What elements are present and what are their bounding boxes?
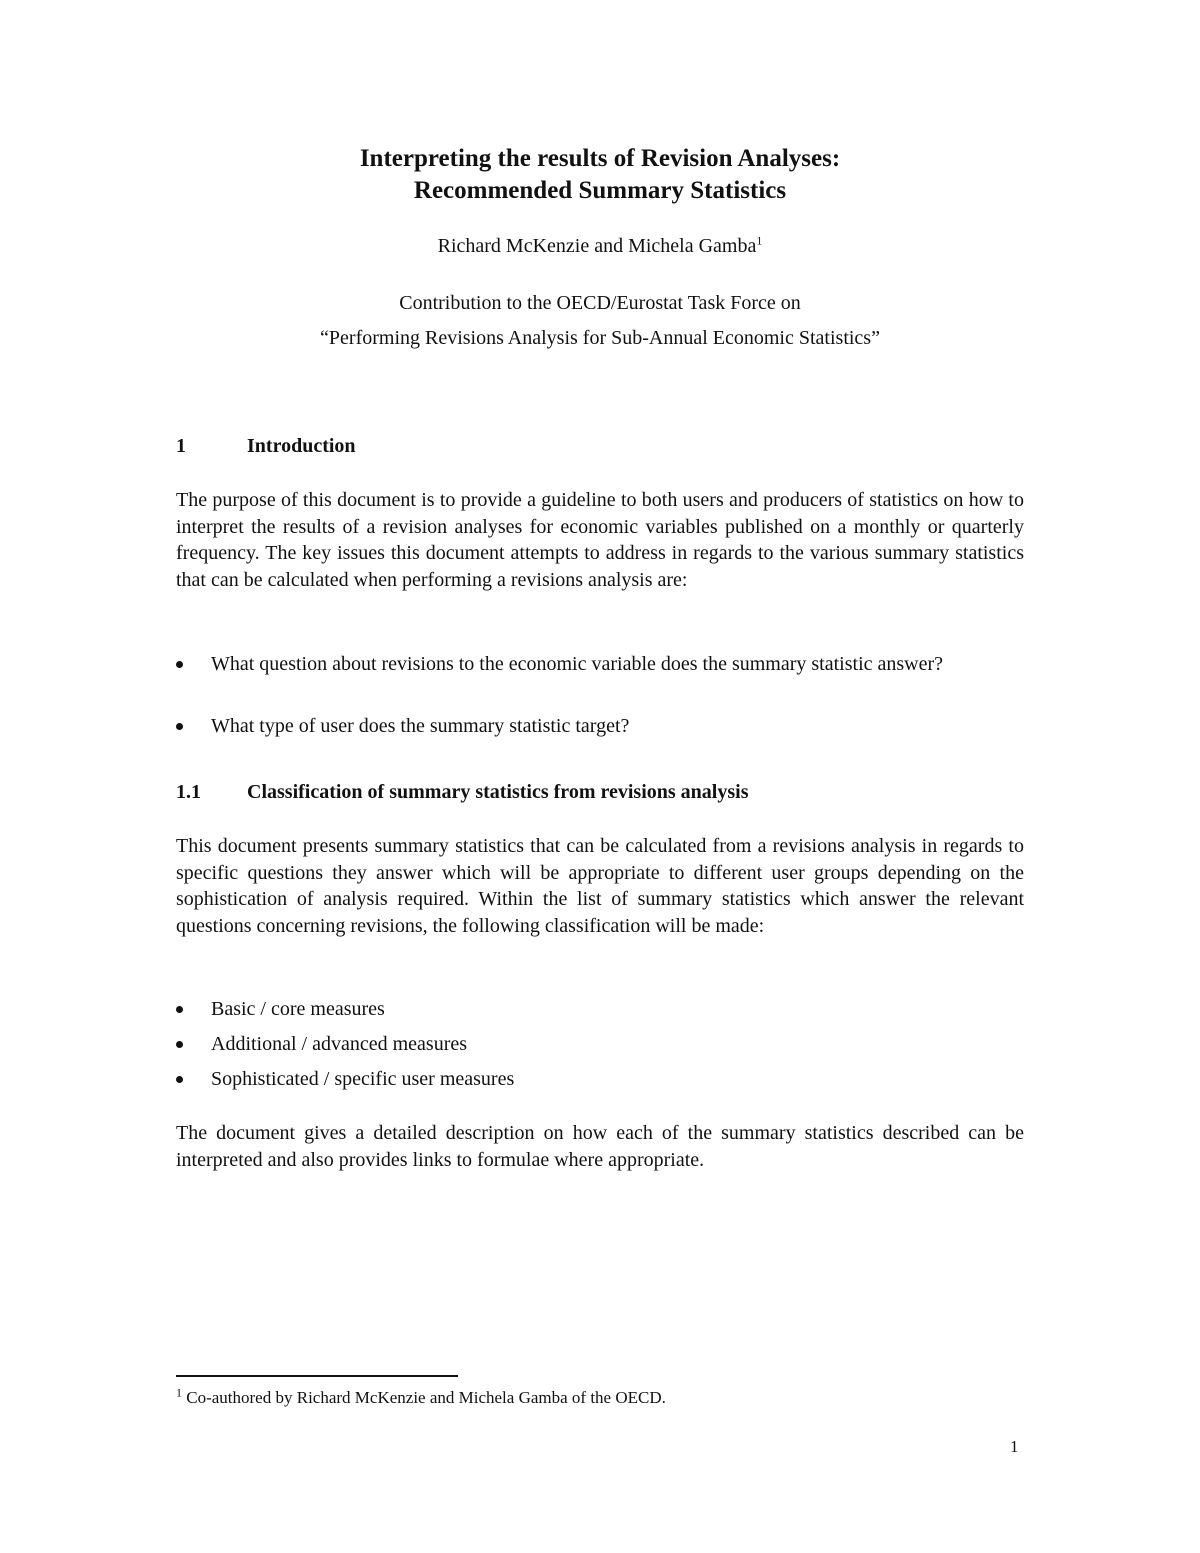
section-1-1-bullet: [176, 1066, 1024, 1093]
document-title-line-2: Recommended Summary Statistics: [413, 177, 787, 204]
bullet-text: Additional / advanced measures: [211, 1033, 468, 1055]
document-title-line-1: Interpreting the results of Revision Analyses:: [359, 145, 841, 172]
bullet-text: Basic / core measures: [211, 998, 385, 1020]
footnote-separator: [176, 1375, 458, 1377]
footnote-reference: 1: [756, 233, 763, 248]
footnote: [176, 1387, 666, 1409]
bullet-icon: [176, 1006, 183, 1013]
section-1-heading: [176, 433, 356, 459]
footnote-text: Co-authored by Richard McKenzie and Michela Gamba of the OECD.: [186, 1388, 666, 1407]
section-1-title: Introduction: [247, 435, 356, 457]
section-1-1-title: Classification of summary statistics from revisions analysis: [247, 781, 749, 803]
authors-line: [0, 233, 1200, 259]
section-1-1-number: 1.1: [176, 781, 201, 803]
footnote-marker: 1: [176, 1385, 182, 1400]
bullet-text: What question about revisions to the economic variable does the summary statistic answer?: [211, 653, 944, 675]
contribution-line-2: “Performing Revisions Analysis for Sub-Annual Economic Statistics”: [320, 327, 880, 349]
section-1-1-closing-paragraph: The document gives a detailed description on how each of the summary statistics described can be interpreted and also provides links to formulae where appropriate.: [176, 1122, 1024, 1171]
bullet-icon: [176, 1041, 183, 1048]
contribution-line-1: Contribution to the OECD/Eurostat Task Force on: [399, 292, 801, 314]
bullet-icon: [176, 661, 183, 668]
section-1-number: 1: [176, 435, 186, 457]
section-1-paragraph: The purpose of this document is to provide a guideline to both users and producers of statistics on how to interpret the results of a revision analyses for economic variables published on a monthly or quarterly frequency. The key issues this document attempts to address in regards to the various summary statistics that can be calculated when performing a revisions analysis are:: [176, 489, 1024, 591]
bullet-text: What type of user does the summary statistic target?: [211, 715, 630, 737]
bullet-icon: [176, 723, 183, 730]
bullet-icon: [176, 1076, 183, 1083]
bullet-text: Sophisticated / specific user measures: [211, 1068, 515, 1090]
section-1-1-bullet: [176, 1031, 1024, 1058]
section-1-1-bullet: [176, 996, 1024, 1023]
section-1-bullet: [176, 651, 1024, 678]
section-1-bullet: [176, 713, 1024, 740]
authors: Richard McKenzie and Michela Gamba: [437, 235, 757, 257]
section-1-1-paragraph: This document presents summary statistics that can be calculated from a revisions analysis in regards to specific questions they answer which will be appropriate to different user groups depending on the sophistication of analysis required. Within the list of summary statistics which answer the relevant questions concerning revisions, the following classification will be made:: [176, 835, 1024, 937]
page-number: 1: [1010, 1437, 1019, 1456]
section-1-1-heading: [176, 779, 748, 805]
